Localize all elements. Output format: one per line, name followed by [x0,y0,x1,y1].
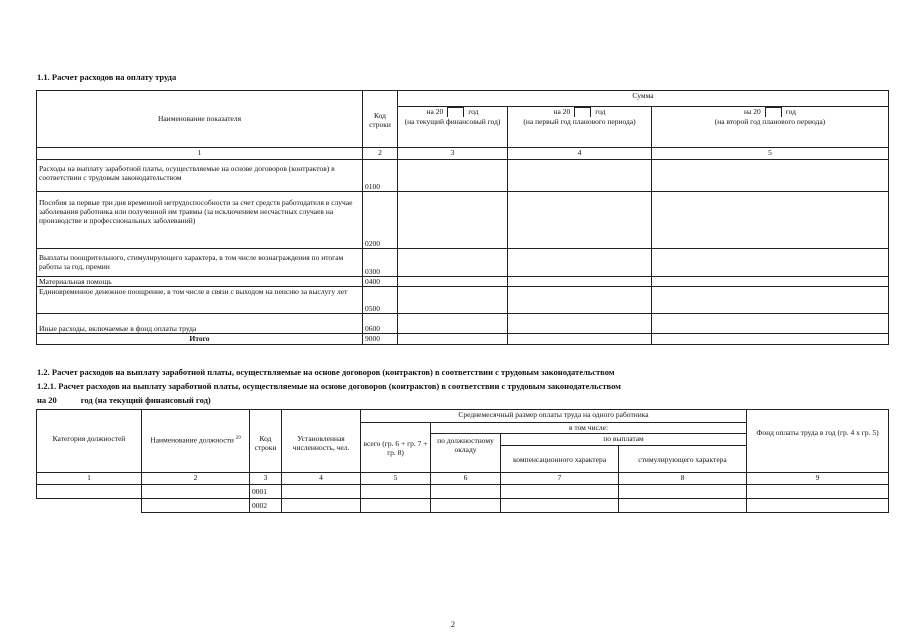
total-label: Итого [37,333,363,344]
value-cell[interactable] [652,313,889,333]
table-row [37,485,889,499]
payroll-expenses-table [36,90,889,345]
value-cell[interactable] [282,499,361,513]
row-code: 0200 [363,191,398,248]
value-cell[interactable] [508,276,652,286]
value-cell[interactable] [398,286,508,313]
row-label: Единовременное денежное поощрение, в том числе в связи с выходом на пенсию за выслугу лет [37,286,363,313]
value-cell[interactable] [619,485,747,499]
value-cell[interactable] [652,276,889,286]
header-fund: Фонд оплаты труда в год (гр. 4 x гр. 5) [747,410,889,473]
header-by-payments: по выплатам [501,434,747,446]
value-cell[interactable] [619,499,747,513]
table-row [37,248,889,276]
header-by-salary: по должностному окладу [431,434,501,473]
table-row [37,191,889,248]
row-label: Материальная помощь [37,276,363,286]
header-year-first: на 20 год [508,107,652,118]
table-row [37,276,889,286]
value-cell[interactable] [431,499,501,513]
value-cell[interactable] [508,159,652,191]
value-cell[interactable] [398,159,508,191]
value-cell[interactable] [398,313,508,333]
value-cell[interactable] [508,191,652,248]
section-1-2-1-year: на 20 год (на текущий финансовый год) [37,395,211,405]
section-1-1-title: 1.1. Расчет расходов на оплату труда [37,72,177,82]
row-code: 0001 [250,485,282,499]
row-label: Выплаты поощрительного, стимулирующего характера, в том числе вознаграждения по итогам работы за год, премии [37,248,363,276]
value-cell[interactable] [747,499,889,513]
value-cell[interactable] [398,276,508,286]
col-number: 4 [282,473,361,485]
col-number: 8 [619,473,747,485]
col-number: 2 [142,473,250,485]
value-cell[interactable] [508,313,652,333]
value-cell[interactable] [361,499,431,513]
header-avg-salary: Среднемесячный размер оплаты труда на одного работника [361,410,747,423]
row-code: 0300 [363,248,398,276]
value-cell[interactable] [431,485,501,499]
value-cell[interactable] [652,159,889,191]
value-cell[interactable] [398,333,508,344]
header-category: Категория должностей [37,410,142,473]
value-cell[interactable] [508,286,652,313]
value-cell[interactable] [652,248,889,276]
value-cell[interactable] [37,499,142,513]
col-number: 9 [747,473,889,485]
row-code: 0500 [363,286,398,313]
row-code: 0400 [363,276,398,286]
table-row [37,313,889,333]
value-cell[interactable] [501,499,619,513]
table-row-total [37,333,889,344]
table-row [37,286,889,313]
header-including: в том числе: [431,423,747,434]
col-number: 6 [431,473,501,485]
header-incentive: стимулирующего характера [619,446,747,473]
table-row [37,159,889,191]
col-number: 5 [652,147,889,159]
header-year-second: на 20 год [652,107,889,118]
header-year-second-note: (на второй год планового периода) [652,117,889,147]
value-cell[interactable] [652,286,889,313]
value-cell[interactable] [508,248,652,276]
value-cell[interactable] [508,333,652,344]
header-total: всего (гр. 6 + гр. 7 + гр. 8) [361,423,431,473]
value-cell[interactable] [398,248,508,276]
value-cell[interactable] [501,485,619,499]
row-label: Пособия за первые три дня временной нетрудоспособности за счет средств работодателя в случае заболевания работника или полученной им травмы (за исключением несчастных случаев на производстве и профессиональных заболеваний) [37,191,363,248]
header-position: Наименование должности $^{29}$ [142,410,250,473]
value-cell[interactable] [282,485,361,499]
header-year-current-note: (на текущий финансовый год) [398,117,508,147]
col-number: 7 [501,473,619,485]
header-row-code: Код строки [250,410,282,473]
header-sum: Сумма [398,91,889,107]
col-number: 3 [250,473,282,485]
header-year-first-note: (на первый год планового периода) [508,117,652,147]
row-code: 0100 [363,159,398,191]
col-number: 1 [37,147,363,159]
row-code: 9000 [363,333,398,344]
value-cell[interactable] [37,485,142,499]
section-1-2-1-title: 1.2.1. Расчет расходов на выплату заработной платы, осуществляемые на основе договоров (контрактов) в соответствии с трудовым законодательством [37,381,621,391]
col-number: 5 [361,473,431,485]
header-headcount: Установленная численность, чел. [282,410,361,473]
row-label: Расходы на выплату заработной платы, осуществляемые на основе договоров (контрактов) в соответствии с трудовым законодательством [37,159,363,191]
value-cell[interactable] [142,499,250,513]
table-row [37,499,889,513]
header-compensation: компенсационного характера [501,446,619,473]
col-number: 3 [398,147,508,159]
header-indicator-name: Наименование показателя [37,91,363,148]
col-number: 1 [37,473,142,485]
value-cell[interactable] [747,485,889,499]
value-cell[interactable] [142,485,250,499]
value-cell[interactable] [652,333,889,344]
row-code: 0600 [363,313,398,333]
header-row-code: Код строки [363,91,398,148]
col-number: 2 [363,147,398,159]
row-label: Иные расходы, включаемые в фонд оплаты труда [37,313,363,333]
page-number: 2 [451,620,455,629]
row-code: 0002 [250,499,282,513]
section-1-2-title: 1.2. Расчет расходов на выплату заработной платы, осуществляемые на основе договоров (контрактов) в соответствии с трудовым законодательством [37,367,615,377]
value-cell[interactable] [361,485,431,499]
salary-calculation-table [36,409,889,513]
header-year-current: на 20 год [398,107,508,118]
col-number: 4 [508,147,652,159]
value-cell[interactable] [652,191,889,248]
value-cell[interactable] [398,191,508,248]
